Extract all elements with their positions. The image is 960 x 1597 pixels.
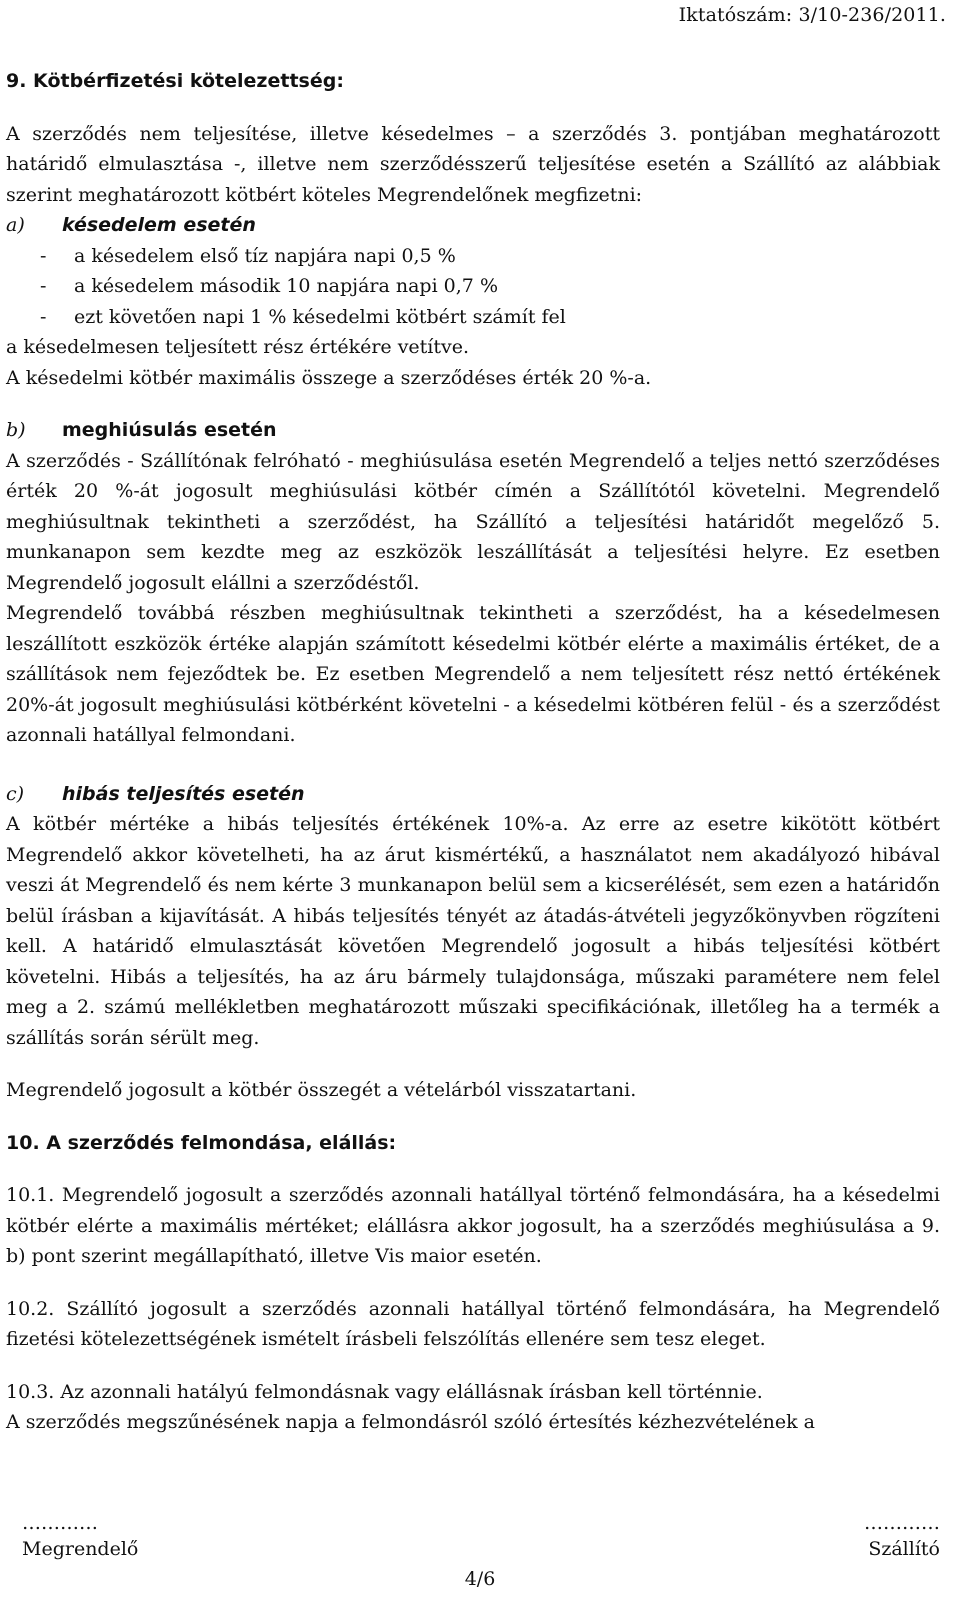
signature-megrendelo (22, 1510, 138, 1562)
section-9-closing: Megrendelő jogosult a kötbér összegét a vételárból visszatartani. (6, 1079, 637, 1101)
section-10-title: 10. A szerződés felmondása, elállás: (6, 1131, 397, 1154)
subsection-b-paragraph-2: Megrendelő továbbá részben meghiúsultnak tekintheti a szerződést, ha a késedelmesen leszállított eszközök értéke alapján számított késedelmi kötbér elérte a maximális értéket, de a szállítások nem fejeződtek be. Ez esetben Megrendelő a nem teljesített rész nettó értékének 20%-át jogosult meghiúsulási kötbérként követelni - a késedelmi kötbéren felül - és a szerződést azonnali hatállyal felmondani. (6, 602, 940, 746)
document-reference-number: Iktatószám: 3/10-236/2011. (678, 4, 946, 26)
signature-szallito (864, 1510, 940, 1562)
subsection-b-heading (6, 415, 940, 446)
document-body (6, 66, 940, 1438)
list-item-text: ezt követően napi 1 % késedelmi kötbért számít fel (74, 305, 566, 328)
subsection-c-title: hibás teljesítés esetén (62, 782, 305, 805)
subsection-b-title: meghiúsulás esetén (62, 419, 277, 441)
section-10-paragraph-3a: 10.3. Az azonnali hatályú felmondásnak vagy elállásnak írásban kell történnie. (6, 1380, 763, 1403)
list-item-text: a késedelem második 10 napjára napi 0,7 % (74, 275, 498, 297)
section-9-title: 9. Kötbérfizetési kötelezettség: (6, 70, 344, 92)
subsection-a-label: a) (6, 214, 25, 236)
section-10-paragraph-3b: A szerződés megszűnésének napja a felmondásról szóló értesítés kézhezvételének a (6, 1411, 815, 1433)
list-item (6, 302, 940, 333)
signature-dots: ………… (22, 1512, 98, 1534)
subsection-b-paragraph-1: A szerződés - Szállítónak felróható - meghiúsulása esetén Megrendelő a teljes nettó szerződéses érték 20 %-át jogosult meghiúsulási kötbér címén a Szállítótól követelni. Megrendelő meghiúsultnak tekintheti a szerződést, ha Szállító a teljesítési határidőt megelőző 5. munkanapon sem kezdte meg az eszközök leszállítását a teljesítési helyre. Ez esetben Megrendelő jogosult elállni a szerződéstől. (6, 449, 940, 594)
signature-dots: ………… (864, 1512, 940, 1534)
subsection-a-after-2: A késedelmi kötbér maximális összege a szerződéses érték 20 %-a. (6, 366, 652, 389)
section-10-paragraph-1: 10.1. Megrendelő jogosult a szerződés azonnali hatállyal történő felmondására, ha a késedelmi kötbér elérte a maximális mértéket; elállásra akkor jogosult, ha a szerződés meghiúsulása a 9. b) pont szerint megállapítható, illetve Vis maior esetén. (6, 1184, 940, 1267)
subsection-c-heading (6, 779, 940, 810)
signature-name: Megrendelő (22, 1538, 139, 1560)
page-number: 4/6 (464, 1568, 496, 1590)
subsection-b-label: b) (6, 419, 26, 441)
subsection-a-title: késedelem esetén (62, 214, 256, 236)
subsection-c-label: c) (6, 782, 25, 805)
list-item (6, 271, 940, 302)
section-10-paragraph-2: 10.2. Szállító jogosult a szerződés azonnali hatállyal történő felmondására, ha Megrendelő fizetési kötelezettségének ismételt írásbeli felszólítás ellenére sem tesz eleget. (6, 1297, 940, 1350)
dash-bullet: - (40, 305, 47, 328)
dash-bullet: - (40, 244, 47, 267)
list-item-text: a késedelem első tíz napjára napi 0,5 % (74, 244, 456, 267)
subsection-a-heading (6, 210, 940, 241)
dash-bullet: - (40, 275, 47, 297)
subsection-c-paragraph-1: A kötbér mértéke a hibás teljesítés értékének 10%-a. Az erre az esetre kikötött kötbért Megrendelő akkor követelheti, ha az árut kismértékű, a használatot nem akadályozó hibával veszi át Megrendelő és nem kérte 3 munkanapon belül sem a kicserélését, sem ezen a határidőn belül írásban a kijavítását. A hibás teljesítés tényét az átadás-átvételi jegyzőkönyvben rögzíteni kell. A határidő elmulasztását követően Megrendelő jogosult a hibás teljesítési kötbért követelni. Hibás a teljesítés, ha az áru bármely tulajdonsága, műszaki paramétere nem felel meg a 2. számú mellékletben meghatározott műszaki specifikációnak, illetőleg ha a termék a szállítás során sérült meg. (6, 813, 940, 1049)
section-9-intro: A szerződés nem teljesítése, illetve késedelmes – a szerződés 3. pontjában meghatározott határidő elmulasztása -, illetve nem szerződésszerű teljesítése esetén a Szállító az alábbiak szerint meghatározott kötbért köteles Megrendelőnek megfizetni: (6, 122, 940, 206)
subsection-a-after-1: a késedelmesen teljesített rész értékére vetítve. (6, 336, 470, 358)
signature-name: Szállító (868, 1538, 940, 1560)
list-item (6, 241, 940, 272)
